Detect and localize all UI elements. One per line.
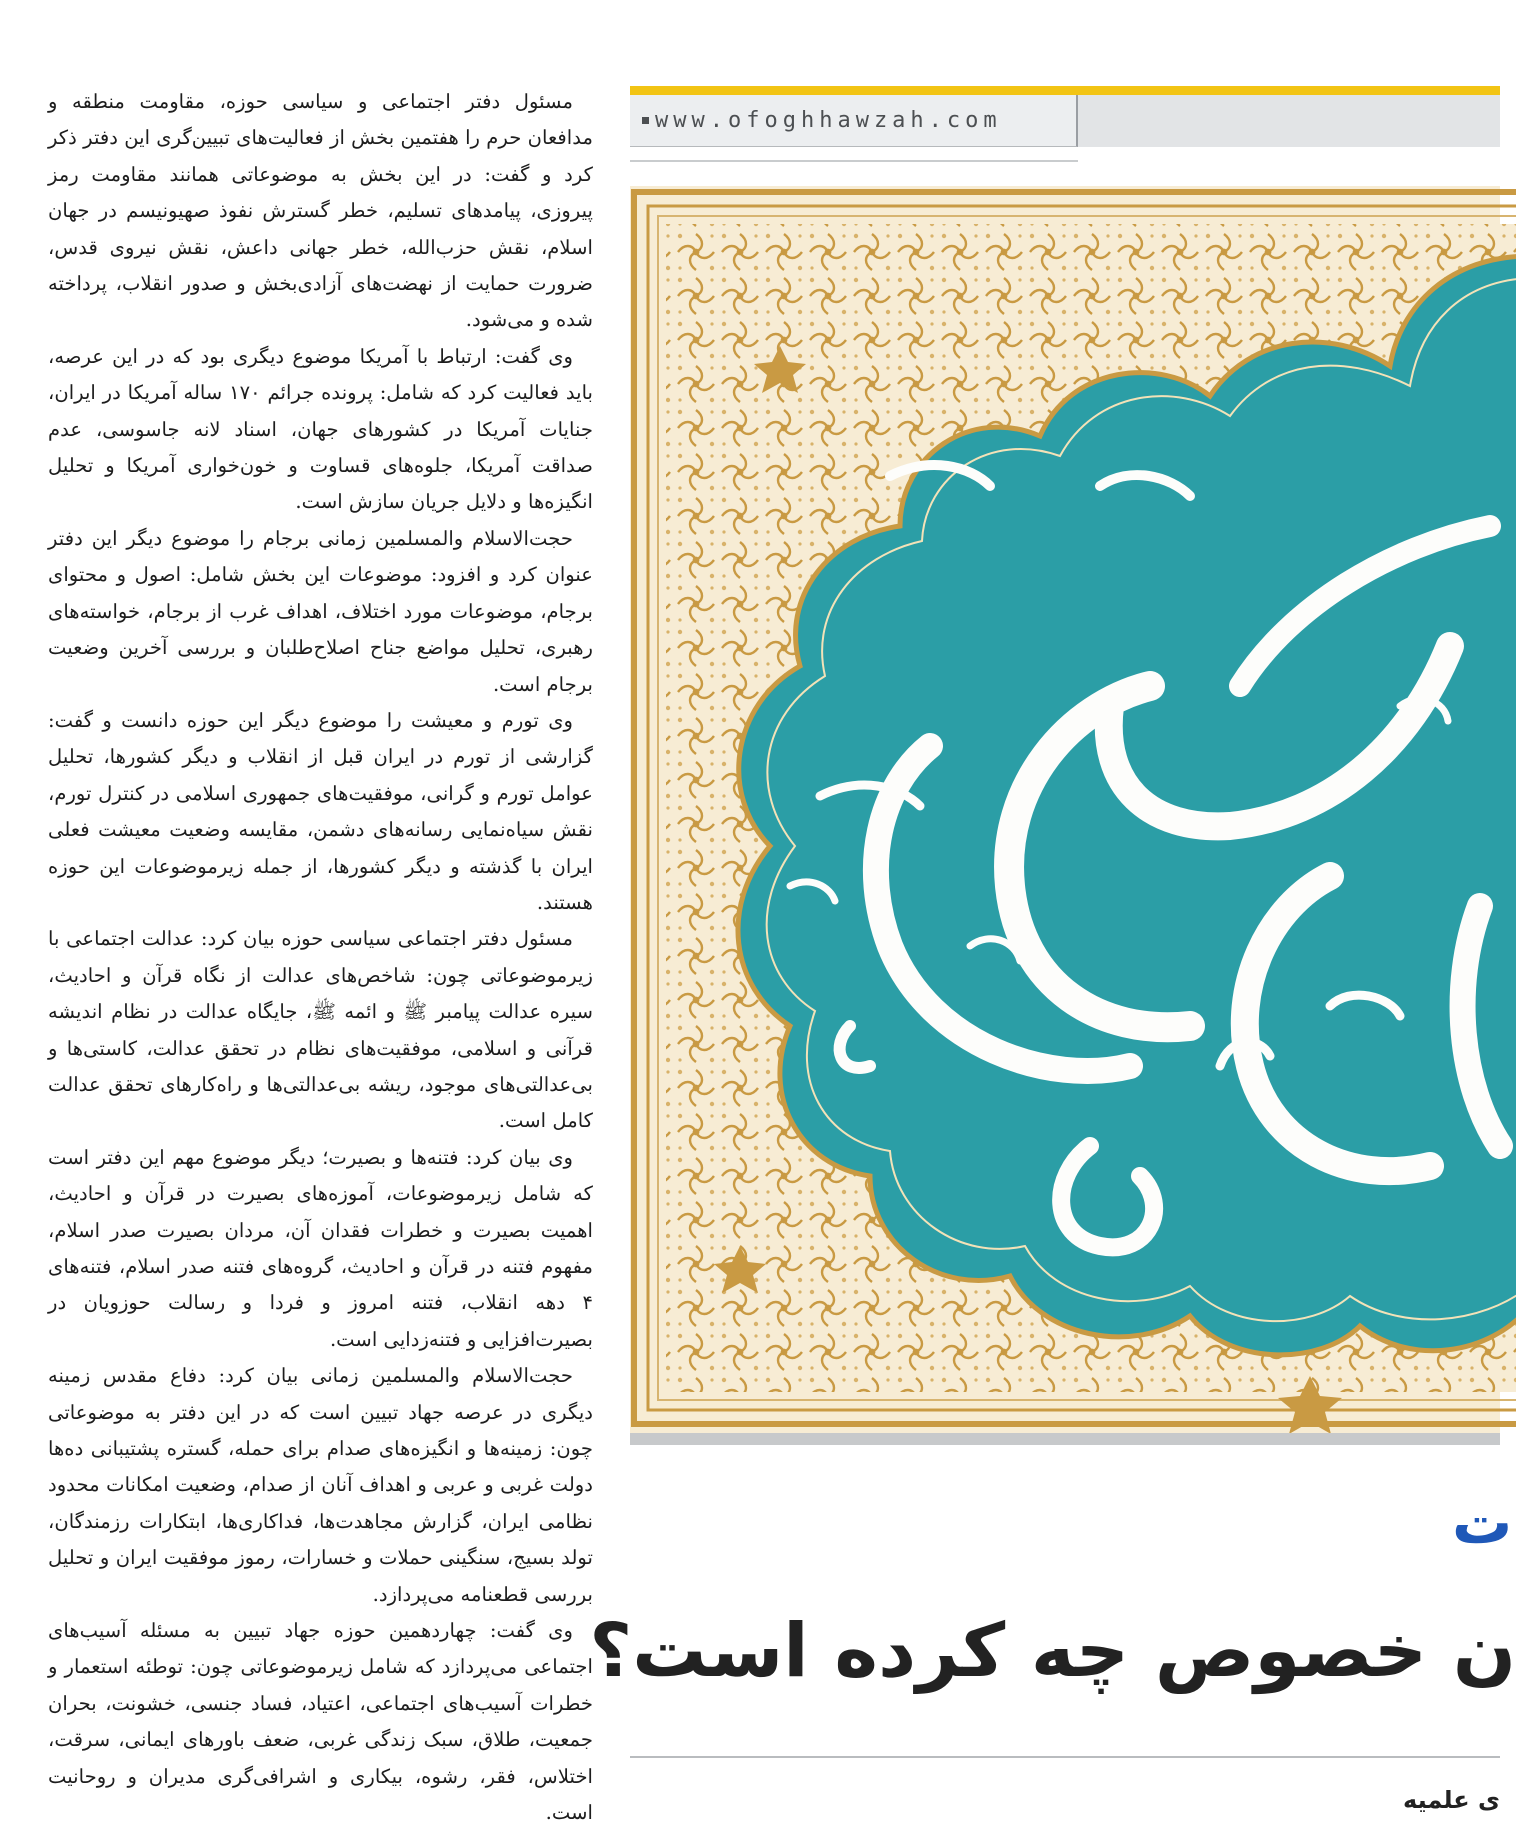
article-paragraph: مسئول دفتر اجتماعی سیاسی حوزه بیان کرد: عدالت اجتماعی با زیرموضوعاتی چون: شاخص‌های عدالت از نگاه قرآن و احادیث، سیره عدالت پیامبر ﷺ و ائمه ﷺ، جایگاه عدالت در نظام اندیشه قرآنی و اسلامی، موفقیت‌های نظام در تحقق عدالت، کاستی‌ها و بی‌عدالتی‌های موجود، ریشه بی‌عدالتی‌ها و راه‌کارهای تحقق عدالت کامل است. <box>48 927 593 1133</box>
calligraphy-artwork <box>630 186 1500 1433</box>
article-paragraph: وی بیان کرد: فتنه‌ها و بصیرت؛ دیگر موضوع مهم این دفتر است که شامل زیرموضوعات، آموزه‌های بصیرت در قرآن و احادیث، اهمیت بصیرت و خطرات فقدان آن، مردان بصیرت صدر اسلام، مفهوم فتنه در قرآن و احادیث، گروه‌های فتنه صدر اسلام، فتنه‌های ۴ دهه انقلاب، فتنه امروز و فردا و رسالت حوزویان در بصیرت‌افزایی و فتنه‌زدایی است. <box>48 1145 593 1351</box>
artwork-baseline <box>630 1433 1500 1445</box>
bullet-icon <box>642 117 649 124</box>
article-paragraph: وی گفت: ارتباط با آمریکا موضوع دیگری بود که در این عرصه، باید فعالیت کرد که شامل: پرونده جرائم ۱۷۰ ساله آمریکا در ایران، جنایات آمریکا در کشورهای جهان، اسناد لانه جاسوسی، عدم صداقت آمریکا، جلوه‌های قساوت و خون‌خواری آمریکا و تحلیل انگیزه‌ها و دلایل جریان سازش است. <box>48 344 593 514</box>
article-paragraph: وی تورم و معیشت را موضوع دیگر این حوزه دانست و گفت: گزارشی از تورم در ایران قبل از انقلاب و دیگر کشورها، تحلیل عوامل تورم و گرانی، موفقیت‌های جمهوری اسلامی در کنترل تورم، نقش سیاه‌نمایی رسانه‌های دشمن، مقایسه وضعیت معیشت فعلی ایران با گذشته و دیگر کشورها، از جمله زیرموضوعات این حوزه هستند. <box>48 708 593 914</box>
feature-panel <box>589 0 1516 1830</box>
top-accent-bar <box>630 86 1500 95</box>
header-underline <box>630 160 1078 162</box>
feature-headline: ن خصوص چه کرده است؟ <box>589 1608 1516 1694</box>
article-paragraph: مسئول دفتر اجتماعی و سیاسی حوزه، مقاومت منطقه و مدافعان حرم را هفتمین بخش از فعالیت‌های تبیین‌گری این دفتر ذکر کرد و گفت: در این بخش به موضوعاتی همانند مقاومت رمز پیروزی، پیامدهای تسلیم، خطر گسترش نفوذ صهیونیسم در جهان اسلام، نقش حزب‌الله، خطر جهانی داعش، نقش نیروی قدس، ضرورت حمایت از نهضت‌های آزادی‌بخش و صدور انقلاب، پرداخته شده و می‌شود. <box>48 90 593 332</box>
section-kicker: ت <box>1452 1488 1513 1558</box>
article-body <box>48 84 593 1830</box>
calligraphy-illustration <box>630 186 1500 1433</box>
article-paragraph: حجت‌الاسلام والمسلمین زمانی بیان کرد: دفاع مقدس زمینه دیگری در عرصه جهاد تبیین است که در این دفتر به موضوعاتی چون: زمینه‌ها و انگیزه‌های صدام برای حمله، گستره پشتیبانی ده‌ها دولت غربی و عربی و اهداف آنان از صدام، وضعیت امکانات محدود نظامی ایران، گزارش مجاهدت‌ها، فداکاری‌ها، ابتکارات رزمندگان، تولد بسیج، سنگینی حملات و خسارات، رموز موفقیت ایران و تحلیل بررسی قطعنامه می‌پردازد. <box>48 1364 593 1606</box>
site-url <box>630 95 1078 147</box>
site-url-text: www.ofoghhawzah.com <box>655 108 1002 133</box>
article-paragraph: وی گفت: چهاردهمین حوزه جهاد تبیین به مسئله آسیب‌های اجتماعی می‌پردازد که شامل زیرموضوعاتی چون: توطئه استعمار و خطرات آسیب‌های اجتماعی، اعتیاد، فساد جنسی، خشونت، بحران جمعیت، طلاق، سبک زندگی غربی، ضعف باورهای ایمانی، سرقت، اختلاس، فقر، رشوه، بیکاری و اشرافی‌گری مدیران و روحانیت است. <box>48 1619 593 1825</box>
headline-divider <box>630 1756 1500 1758</box>
feature-byline: ی علمیه <box>1403 1786 1500 1814</box>
article-paragraph: حجت‌الاسلام والمسلمین زمانی برجام را موضوع دیگر این دفتر عنوان کرد و افزود: موضوعات این بخش شامل: اصول و محتوای برجام، موضوعات مورد اختلاف، اهداف غرب از برجام، خواسته‌های رهبری، تحلیل مواضع جناح اصلاح‌طلبان و بررسی آخرین وضعیت برجام است. <box>48 526 593 696</box>
